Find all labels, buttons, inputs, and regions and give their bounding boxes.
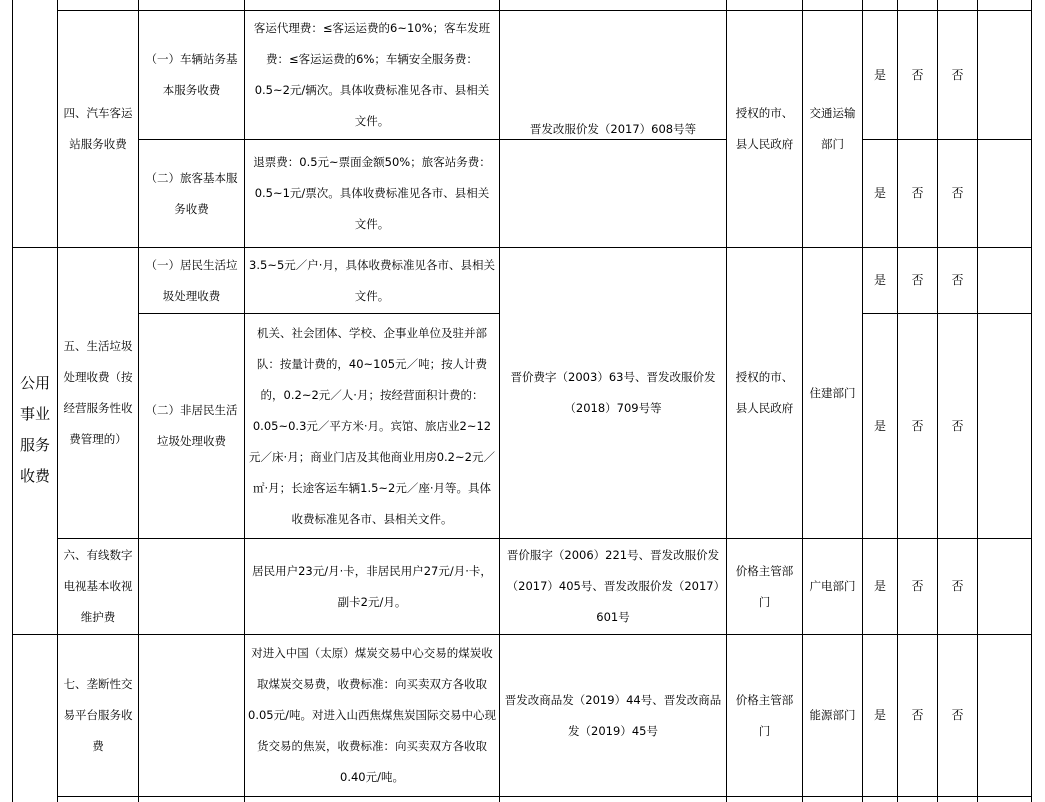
managing-department: 交通运输部门 [809, 106, 856, 151]
item-name: 五、生活垃圾处理收费（按经营服务性收费管理的） [63, 339, 133, 446]
flag-cell: 是 [873, 273, 886, 287]
managing-department: 广电部门 [809, 579, 856, 593]
item-name: 六、有线数字电视基本收视维护费 [63, 548, 133, 624]
approving-authority: 价格主管部门 [735, 692, 794, 738]
sub-item-name: （一）车辆站务基本服务收费 [145, 52, 238, 97]
sub-item-name: （二）非居民生活垃圾处理收费 [145, 403, 238, 448]
flag-cell: 否 [911, 67, 924, 82]
approving-authority: 价格主管部门 [735, 563, 794, 609]
approving-authority: 授权的市、县人民政府 [735, 370, 794, 415]
fee-content: 客运代理费：≤客运运费的6~10%；客车发班费：≤客运运费的6%；车辆安全服务费：0.5~2元/辆次。具体收费标准见各市、县相关文件。 [253, 21, 491, 128]
flag-cell: 否 [951, 708, 964, 722]
flag-cell: 否 [951, 273, 964, 287]
policy-basis: 晋发改服价发（2017）608号等 [529, 121, 697, 136]
item-name: 七、垄断性交易平台服务收费 [63, 677, 133, 753]
sub-item-name: （一）居民生活垃圾处理收费 [145, 257, 238, 303]
flag-cell: 是 [873, 186, 886, 200]
policy-basis: 晋价费字（2003）63号、晋发改服价发（2018）709号等 [510, 370, 716, 415]
policy-basis: 晋发改商品发（2019）44号、晋发改商品发（2019）45号 [504, 692, 722, 738]
flag-cell: 否 [911, 708, 924, 722]
fee-content: 机关、社会团体、学校、企事业单位及驻并部队：按量计费的，40~105元／吨；按人计费的，0.2~2元／人·月；按经营面积计费的：0.05~0.3元／平方米·月。宾馆、旅店业2~12元／床·月；商业门店及其他商业用房0.2~2元／㎡·月；长途客运车辆1.5~2元／座·月等。具体收费标准见各市、县相关文件。 [249, 325, 495, 526]
flag-cell: 是 [873, 418, 886, 433]
grid-line [977, 0, 978, 802]
managing-department: 住建部门 [809, 385, 856, 400]
fee-content: 退票费：0.5元~票面金额50%；旅客站务费：0.5~1元/票次。具体收费标准见各市、县相关文件。 [253, 155, 491, 231]
flag-cell: 否 [951, 418, 964, 433]
flag-cell: 是 [873, 708, 886, 722]
fee-content: 对进入中国（太原）煤炭交易中心交易的煤炭收取煤炭交易费，收费标准：向买卖双方各收取0.05元/吨。对进入山西焦煤焦炭国际交易中心现货交易的焦炭，收费标准：向买卖双方各收取0.40元/吨。 [248, 646, 496, 784]
category-cell: 公用事业服务收费 [20, 374, 51, 485]
flag-cell: 否 [911, 579, 924, 593]
flag-cell: 否 [951, 186, 964, 200]
flag-cell: 否 [951, 67, 964, 82]
fee-content: 3.5~5元／户·月，具体收费标准见各市、县相关文件。 [249, 257, 495, 303]
flag-cell: 否 [911, 273, 924, 287]
flag-cell: 否 [911, 186, 924, 200]
approving-authority: 授权的市、县人民政府 [735, 106, 794, 151]
flag-cell: 是 [873, 67, 886, 82]
item-name: 四、汽车客运站服务收费 [63, 106, 133, 151]
managing-department: 能源部门 [809, 708, 856, 722]
flag-cell: 否 [911, 418, 924, 433]
grid-line [57, 796, 1032, 797]
flag-cell: 否 [951, 579, 964, 593]
grid-line [1031, 0, 1032, 802]
flag-cell: 是 [873, 579, 886, 593]
policy-basis: 晋价服字（2006）221号、晋发改服价发（2017）405号、晋发改服价发（2017）601号 [506, 548, 720, 624]
sub-item-name: （二）旅客基本服务收费 [145, 170, 238, 216]
fee-content: 居民用户23元/月·卡，非居民用户27元/月·卡，副卡2元/月。 [252, 563, 492, 609]
